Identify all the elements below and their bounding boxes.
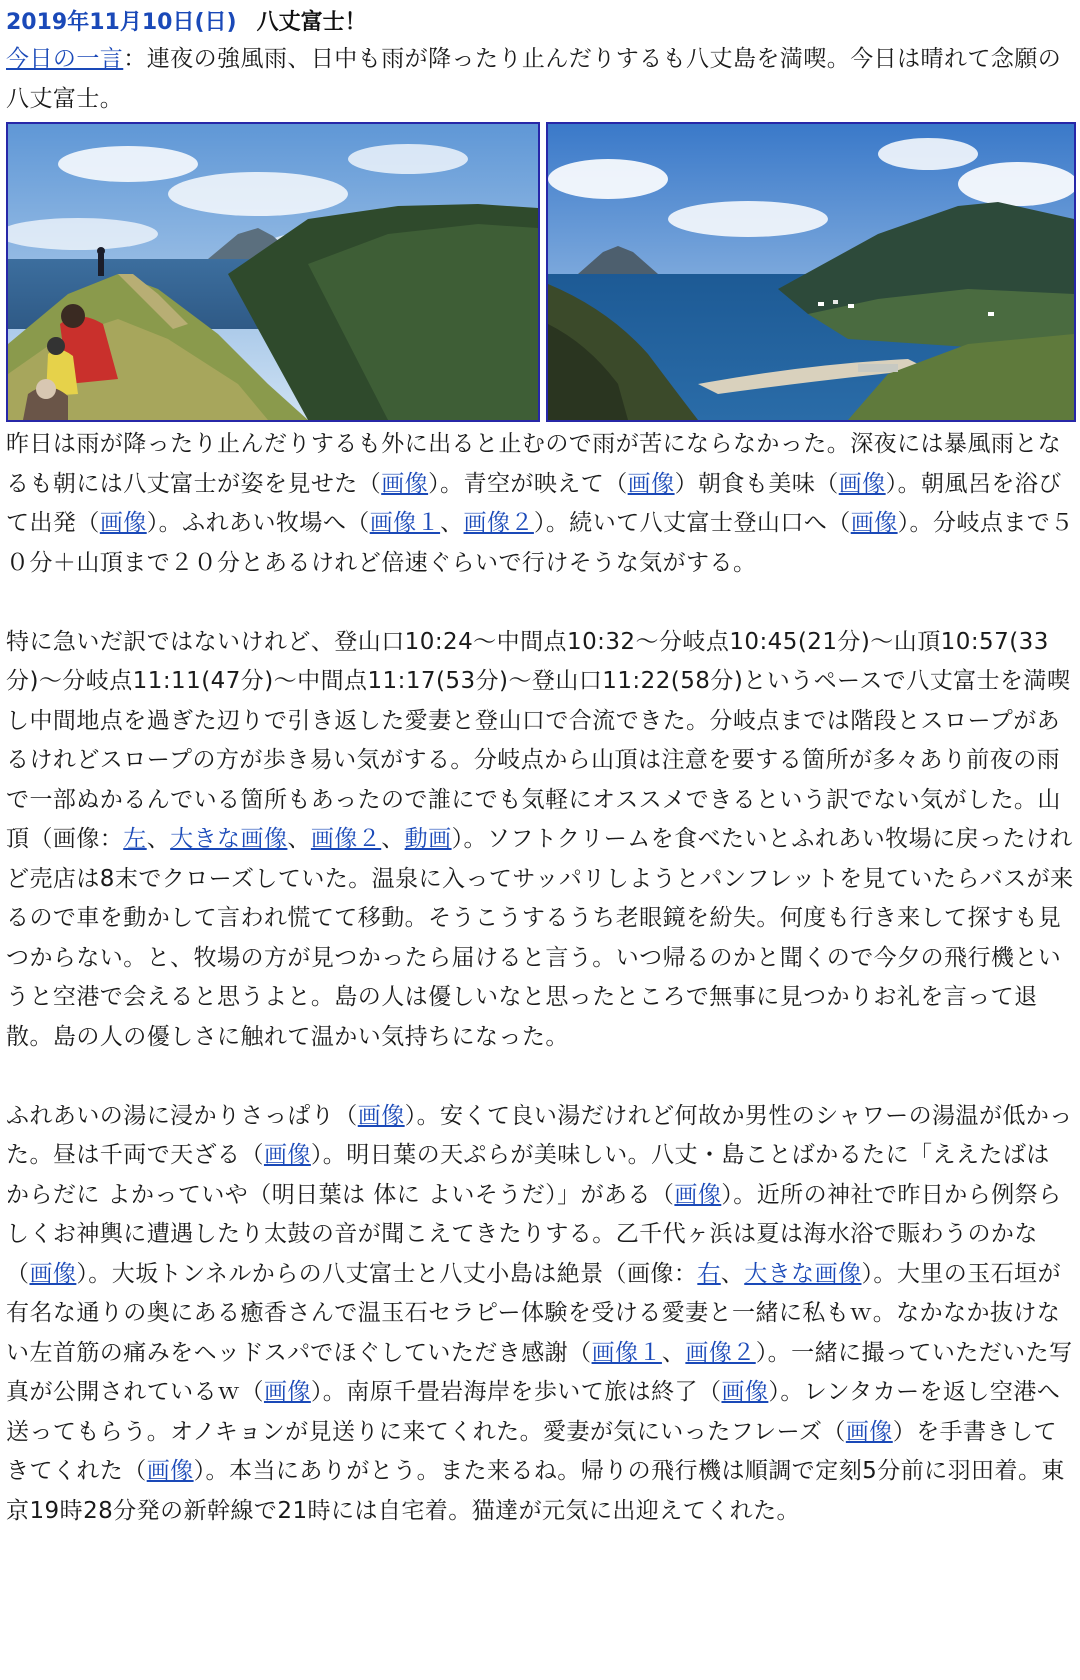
paragraph-text: 、 <box>381 826 405 852</box>
coastline-fuji-icon <box>548 124 1074 420</box>
paragraph-text: ）。朝風呂を浴びて出発（ <box>6 470 1062 536</box>
image-link[interactable]: 画像 <box>381 470 429 497</box>
summary-text: ：連夜の強風雨、日中も雨が降ったり止んだりするも八丈島を満喫。今日は晴れて念願の八丈富士。 <box>6 46 1062 112</box>
mountain-ridge-photo[interactable] <box>6 122 540 422</box>
image-link[interactable]: 画像 <box>357 1102 405 1129</box>
video-link[interactable]: 動画 <box>404 826 452 852</box>
paragraph-text: 、 <box>287 826 311 852</box>
image-link[interactable]: 画像 <box>29 1260 77 1287</box>
image-link[interactable]: 画像 <box>263 1142 311 1168</box>
paragraph-text: ）。続いて八丈富士登山口へ（ <box>533 510 851 536</box>
image-link-1[interactable]: 画像１ <box>369 510 441 536</box>
paragraph-text: ）。本当にありがとう。また来るね。帰りの飛行機は順調で定刻5分前に羽田着。東京19時28分発の新幹線で21時には自宅着。猫達が元気に出迎えてくれた。 <box>6 1458 1065 1524</box>
paragraph-text: ）。一緒に撮っていただいた写真が公開されているｗ（ <box>6 1339 1073 1405</box>
paragraph-text: ）。安くて良い湯だけれど何故か男性のシャワーの湯温が低かった。昼は千両で天ざる（ <box>6 1102 1073 1168</box>
image-link[interactable]: 画像 <box>721 1379 769 1405</box>
image-link[interactable]: 画像 <box>627 470 675 497</box>
diary-entry <box>6 6 1074 1531</box>
paragraph-text: ）。大坂トンネルからの八丈富士と八丈小島は絶景（画像： <box>76 1260 698 1287</box>
image-link[interactable]: 画像 <box>674 1181 722 1208</box>
right-image-link[interactable]: 右 <box>697 1260 721 1287</box>
coastline-photo[interactable] <box>546 122 1076 422</box>
paragraph-text: ）。ふれあい牧場へ（ <box>146 510 370 536</box>
paragraph-text: 、 <box>146 826 171 852</box>
paragraph-text: ）。青空が映えて（ <box>428 470 628 497</box>
paragraph-morning <box>6 425 1074 583</box>
image-link[interactable]: 画像 <box>263 1379 311 1405</box>
paragraph-gap <box>6 1057 1074 1097</box>
image-link[interactable]: 画像 <box>850 510 898 536</box>
paragraph-text: ふれあいの湯に浸かりさっぱり（ <box>6 1102 358 1129</box>
paragraph-afternoon <box>6 1097 1074 1532</box>
entry-date: 2019年11月10日(日) <box>6 10 237 35</box>
entry-title: 八丈富士！ <box>256 10 367 35</box>
image-link[interactable]: 画像 <box>845 1418 893 1445</box>
image-link-2[interactable]: 画像２ <box>463 510 534 536</box>
entry-heading <box>6 6 1074 40</box>
summary-link[interactable]: 今日の一言 <box>6 46 124 72</box>
image-link-1[interactable]: 画像１ <box>591 1339 662 1366</box>
paragraph-text: 特に急いだ訳ではないけれど、登山口10:24〜中間点10:32〜分岐点10:45(21分)〜山頂10:57(33分)〜分岐点11:11(47分)〜中間点11:17(53分)〜登山口11:22(58分)というペースで八丈富士を満喫し中間地点を過ぎた辺りで引き返した愛妻と登山口で合流できた。分岐点までは階段とスロープがあるけれどスロープの方が歩き易い気がする。分岐点から山頂は注意を要する箇所が多々あり前夜の雨で一部ぬかるんでいる箇所もあったので誰にでも気軽にオススメできるという訳でない気がした。山頂（画像： <box>6 628 1071 852</box>
paragraph-text: ）。レンタカーを返し空港へ送ってもらう。オノキョンが見送りに来てくれた。愛妻が気にいったフレーズ（ <box>6 1379 1061 1445</box>
paragraph-text: 、 <box>720 1260 745 1287</box>
paragraph-text: ）。大里の玉石垣が有名な通りの奥にある癒香さんで温玉石セラピー体験を受ける愛妻と一緒に私もｗ。なかなか抜けない左首筋の痛みをヘッドスパでほぐしていただき感謝（ <box>6 1260 1062 1366</box>
paragraph-text: ）。近所の神社で昨日から例祭らしくお神輿に遭遇したり太鼓の音が聞こえてきたりする。乙千代ヶ浜は夏は海水浴で賑わうのかな（ <box>6 1181 1062 1287</box>
large-image-link[interactable]: 大きな画像 <box>170 826 288 852</box>
paragraph-text: 昨日は雨が降ったり止んだりするも外に出ると止むので雨が苦にならなかった。深夜には暴風雨となるも朝には八丈富士が姿を見せた（ <box>6 431 1062 497</box>
paragraph-climb <box>6 623 1074 1058</box>
paragraph-text: 、 <box>661 1339 686 1366</box>
paragraph-text: 、 <box>440 510 464 536</box>
paragraph-text: ）。ソフトクリームを食べたいとふれあい牧場に戻ったけれど売店は8末でクローズしていた。温泉に入ってサッパリしようとパンフレットを見ていたらバスが来るので車を動かして言われ慌てて移動。そうこうするうち老眼鏡を紛失。何度も行き来して探すも見つからない。と、牧場の方が見つかったら届けると言う。いつ帰るのかと聞くので今夕の飛行機というと空港で会えると思うよと。島の人は優しいなと思ったところで無事に見つかりお礼を言って退散。島の人の優しさに触れて温かい気持ちになった。 <box>6 826 1074 1050</box>
summary-paragraph <box>6 40 1074 119</box>
paragraph-gap <box>6 583 1074 623</box>
image-link[interactable]: 画像 <box>838 470 886 497</box>
paragraph-text: ）。分岐点まで５０分＋山頂まで２０分とあるけれど倍速ぐらいで行けそうな気がする。 <box>6 510 1074 576</box>
paragraph-text: ）。明日葉の天ぷらが美味しい。八丈・島ことばかるたに「ええたばは からだに よかっていや（明日葉は 体に よいそうだ）」がある（ <box>6 1142 1050 1208</box>
image-link-2[interactable]: 画像２ <box>685 1339 756 1366</box>
paragraph-text: ）。南原千畳岩海岸を歩いて旅は終了（ <box>310 1379 722 1405</box>
image-link[interactable]: 画像 <box>99 510 147 536</box>
image-link-2[interactable]: 画像２ <box>310 826 382 852</box>
paragraph-text: ）を手書きしてきてくれた（ <box>6 1418 1057 1484</box>
photo-row <box>6 122 1074 424</box>
mountain-ridge-hikers-icon <box>8 124 538 420</box>
left-image-link[interactable]: 左 <box>123 826 147 852</box>
paragraph-text: ）朝食も美味（ <box>674 470 839 497</box>
large-image-link[interactable]: 大きな画像 <box>744 1260 862 1287</box>
image-link[interactable]: 画像 <box>146 1458 194 1484</box>
